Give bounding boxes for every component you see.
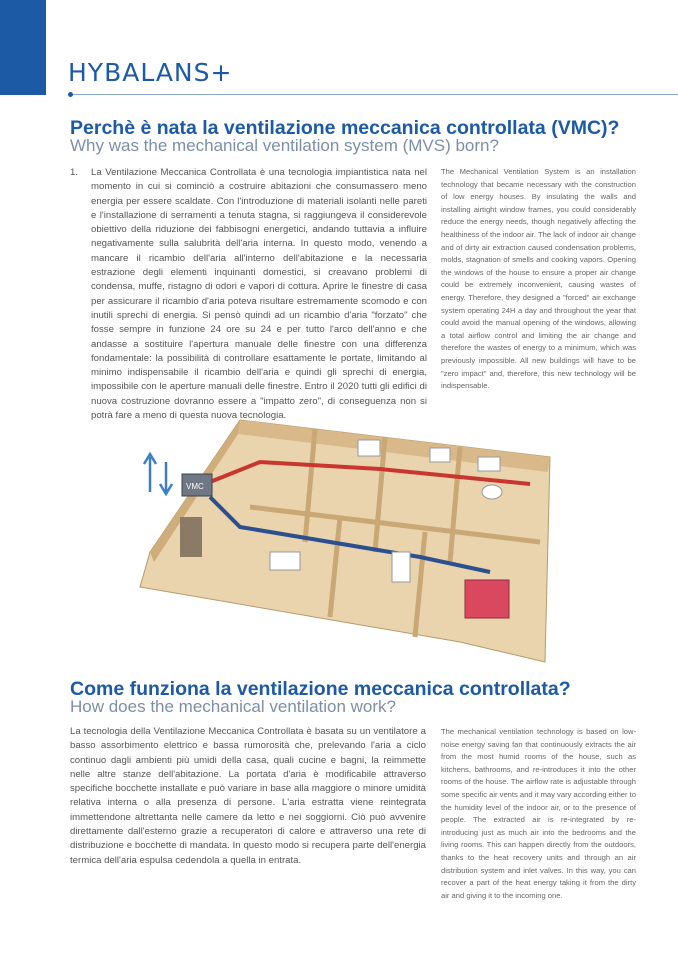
brand-title: HYBALANS+ (68, 58, 233, 87)
sink (482, 485, 502, 499)
sofa (180, 517, 202, 557)
air-in-arrow (160, 462, 172, 494)
section1-body-it: La Ventilazione Meccanica Controllata è una tecnologia impiantistica nata nel momento in cui si cominciò a costruire abitazioni che consumassero meno energia per essere scaldate. Con l'introduzione di materiali isolanti nelle pareti e l'installazione di serramenti a tenuta stagna, si raggiungeva il considerevole obiettivo della riduzione dei fabbisogni energetici, andando tuttavia a influire negativamente sulla salubrità dell'aria interna. In questo modo, venendo a mancare il ricambio dell'aria all'interno dell'abitazione e la necessaria estrazione degli elementi inquinanti domestici, si creavano problemi di condensa, muffe, ristagno di odori e vapori di cottura. Aprire le finestre di casa per assicurare il ricambio d'aria poteva risultare estremamente scomodo e con inutili sprechi di energia. Si pensò quindi ad un ricambio d'aria "forzato" che fosse sempre in funzione 24 ore su 24 e per tutto l'arco dell'anno e che andasse a sostituire l'apertura manuale delle finestre con una differenza fondamentale: la possibilità di controllare esattamente le portate, limitando al minimo indispensabile il ricambio dell'aria e quindi gli sprechi di energia, impossibile con le aperture manuali delle finestre. Entro il 2020 tutti gli edifici di nuova costruzione dovranno essere a "impatto zero", di conseguenza non si potrà fare a meno di questa nuova tecnologia. (91, 167, 427, 422)
vmc-house-illustration (130, 412, 560, 667)
section2-body-it: La tecnologia della Ventilazione Meccanica Controllata è basata su un ventilatore a basso assorbimento elettrico e bassa rumorosità che, prelevando l'aria a ciclo continuo dagli ambienti più umidi della casa, quali cucine e bagni, la reimmette nelle altre stanze dell'abitazione. La portata d'aria è modificabile attraverso specifiche bocchette installate e può variare in base alla maggiore o minore umidità relativa interna o alla presenza di persone. L'aria estratta viene reintegrata immettendone altrettanta nelle camere da letto e nei soggiorni. Ciò può avvenire direttamente dall'esterno grazie a recuperatori di calore e attraverso una rete di distribuzione e bocchette di mandata. In questo modo si recupera parte dell'energia termica dell'aria espulsa cedendola a quella in entrata. (70, 726, 426, 866)
section2-body-en: The mechanical ventilation technology is based on low-noise energy saving fan that continuously extracts the air from the most humid rooms of the house, such as kitchens, bathrooms, and re-introduces it into the other rooms of the house. The airflow rate is adjustable through some specific air vents and it may vary according either to the humidity level of the indoor air, or to the presence of people. The extracted air is re-integrated by re-introducing just as much air into the bedrooms and the living rooms. This can happen directly from the outdoors, thanks to the heat recovery units and through an air distribution system and inlet valves. In this way, you can recover a part of the heat energy taking it from the dirty air and giving it to the incoming one. (441, 727, 636, 900)
vmc-unit-label: VMC (186, 482, 204, 491)
bathroom-unit (430, 448, 450, 462)
header-rule (70, 94, 678, 95)
list-number: 1. (70, 167, 79, 178)
section1-body-en: The Mechanical Ventilation System is an installation technology that became necessary with the construction of low energy houses. By insulating the walls and installing airtight window frames, you could considerably reduce the energy needs, though negatively affecting the healthiness of the indoor air. The lack of indoor air change and of dirty air extraction caused condensation problems, molds, stagnation of smells and cooking vapors. Opening the windows of the house to ensure a proper air change could be extremely inconvenient, causing wastes of energy. Therefore, they designed a "forced" air exchange system operating 24H a day and throughout the year that could avoid the manual opening of the windows, allowing a total airflow control and limiting the air change and therefore the wastes of energy to a minimum, which was previously impossible. All new buildings will have to be "zero impact" and, therefore, this new technology will be indispensable. (441, 167, 636, 391)
double-bed (465, 580, 509, 618)
window-unit (478, 457, 500, 471)
section2-title-en: How does the mechanical ventilation work? (70, 697, 397, 716)
air-out-arrow (144, 454, 156, 492)
header-rule-dot (68, 92, 73, 97)
section2-title-it: Come funziona la ventilazione meccanica controllata? (70, 678, 571, 700)
kitchen-unit (358, 440, 380, 456)
bed-small (270, 552, 300, 570)
section1-title-en: Why was the mechanical ventilation system (MVS) born? (70, 136, 499, 155)
brand-color-bar (0, 0, 46, 95)
cabinet (392, 552, 410, 582)
section1-title-it: Perchè è nata la ventilazione meccanica controllata (VMC)? (70, 117, 620, 139)
